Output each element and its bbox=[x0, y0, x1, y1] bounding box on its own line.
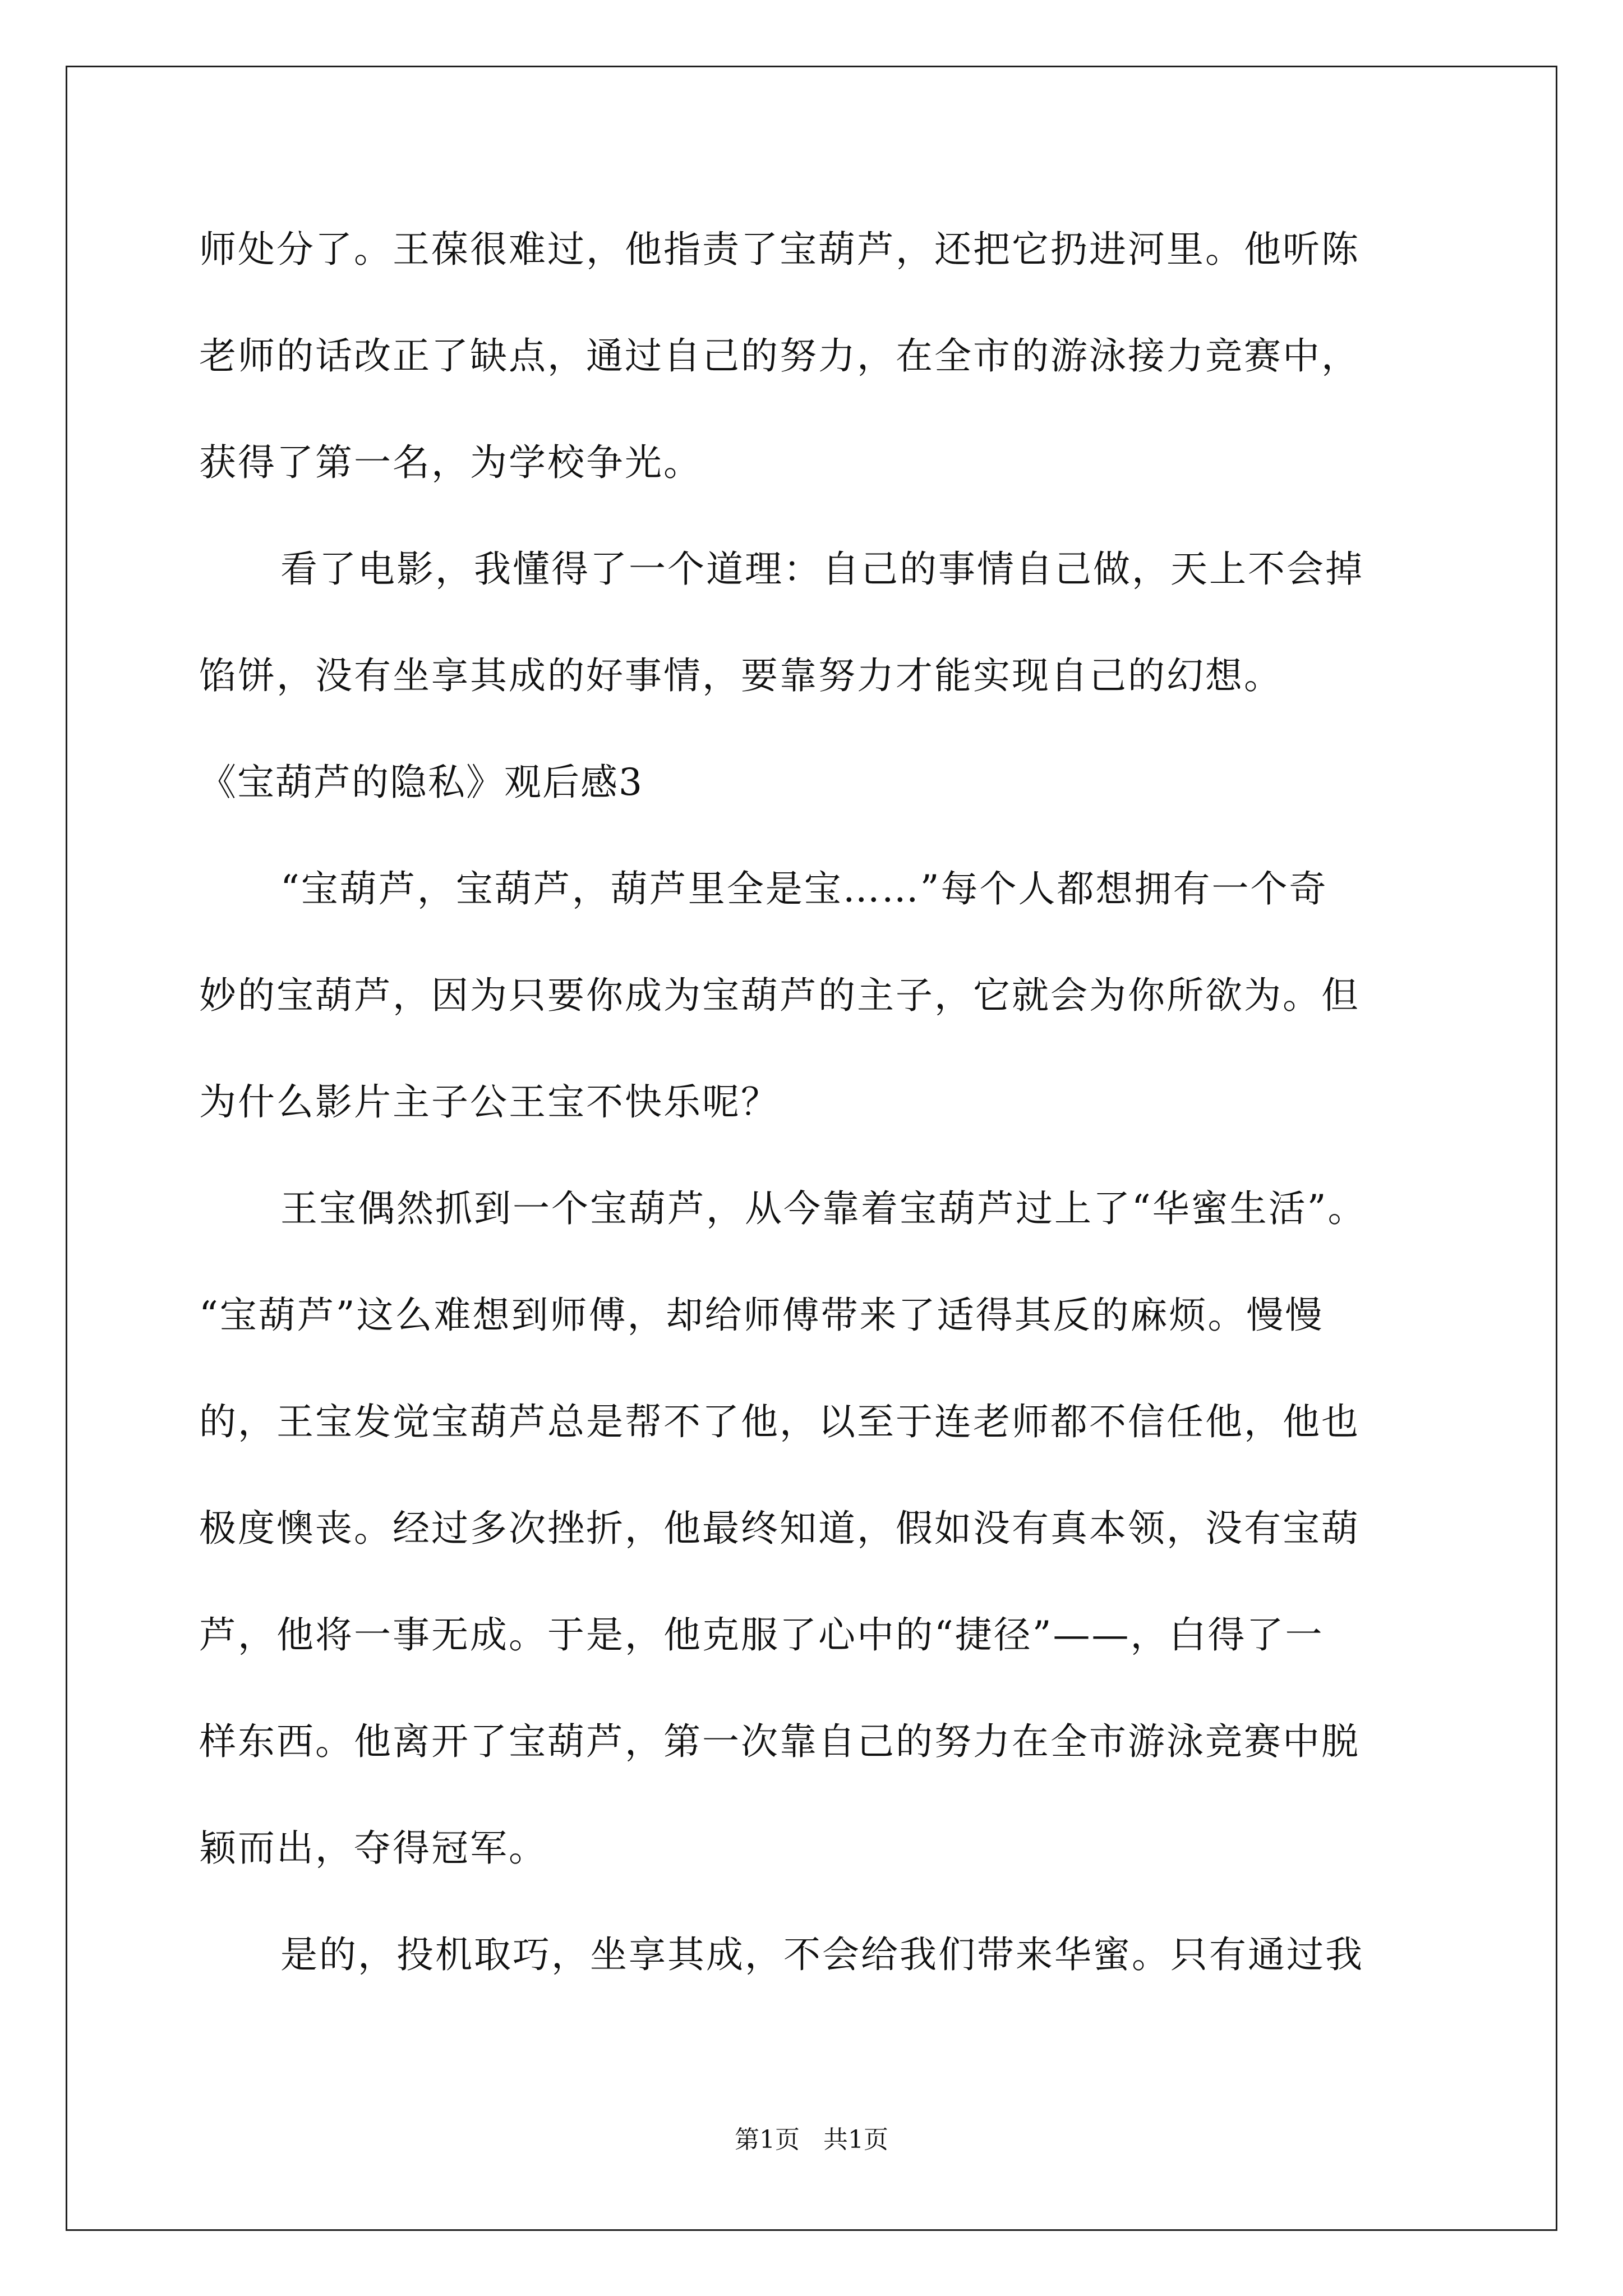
text-line: 颖而出，夺得冠军。 bbox=[199, 1826, 547, 1870]
page-border bbox=[66, 66, 1557, 2231]
text-line: “宝葫芦”这么难想到师傅，却给师傅带来了适得其反的麻烦。慢慢 bbox=[199, 1294, 1324, 1337]
text-line: 为什么影片主子公王宝不快乐呢？ bbox=[199, 1080, 780, 1124]
page-number: 第1页 bbox=[735, 2125, 800, 2154]
section-heading: 《宝葫芦的隐私》观后感3 bbox=[199, 761, 643, 804]
text-line: 看了电影，我懂得了一个道理：自己的事情自己做，天上不会掉 bbox=[280, 547, 1364, 591]
text-line: 妙的宝葫芦，因为只要你成为宝葫芦的主子，它就会为你所欲为。但 bbox=[199, 974, 1360, 1017]
page-total: 共1页 bbox=[823, 2125, 888, 2154]
text-line: “宝葫芦，宝葫芦，葫芦里全是宝……”每个人都想拥有一个奇 bbox=[280, 867, 1328, 910]
text-line: 的，王宝发觉宝葫芦总是帮不了他，以至于连老师都不信任他，他也 bbox=[199, 1400, 1360, 1443]
text-line: 样东西。他离开了宝葫芦，第一次靠自己的努力在全市游泳竞赛中脱 bbox=[199, 1720, 1360, 1763]
text-line: 是的，投机取巧，坐享其成，不会给我们带来华蜜。只有通过我 bbox=[280, 1933, 1364, 1976]
text-line: 师处分了。王葆很难过，他指责了宝葫芦，还把它扔进河里。他听陈 bbox=[199, 228, 1360, 271]
text-line: 极度懊丧。经过多次挫折，他最终知道，假如没有真本领，没有宝葫 bbox=[199, 1507, 1360, 1550]
text-line: 王宝偶然抓到一个宝葫芦，从今靠着宝葫芦过上了“华蜜生活”。 bbox=[280, 1187, 1367, 1230]
text-line: 老师的话改正了缺点，通过自己的努力，在全市的游泳接力竞赛中， bbox=[199, 334, 1360, 378]
page-footer bbox=[0, 2123, 1623, 2157]
text-line: 获得了第一名，为学校争光。 bbox=[199, 441, 702, 484]
text-line: 馅饼，没有坐享其成的好事情，要靠努力才能实现自己的幻想。 bbox=[199, 654, 1283, 697]
text-line: 芦，他将一事无成。于是，他克服了心中的“捷径”——，白得了一 bbox=[199, 1613, 1324, 1657]
